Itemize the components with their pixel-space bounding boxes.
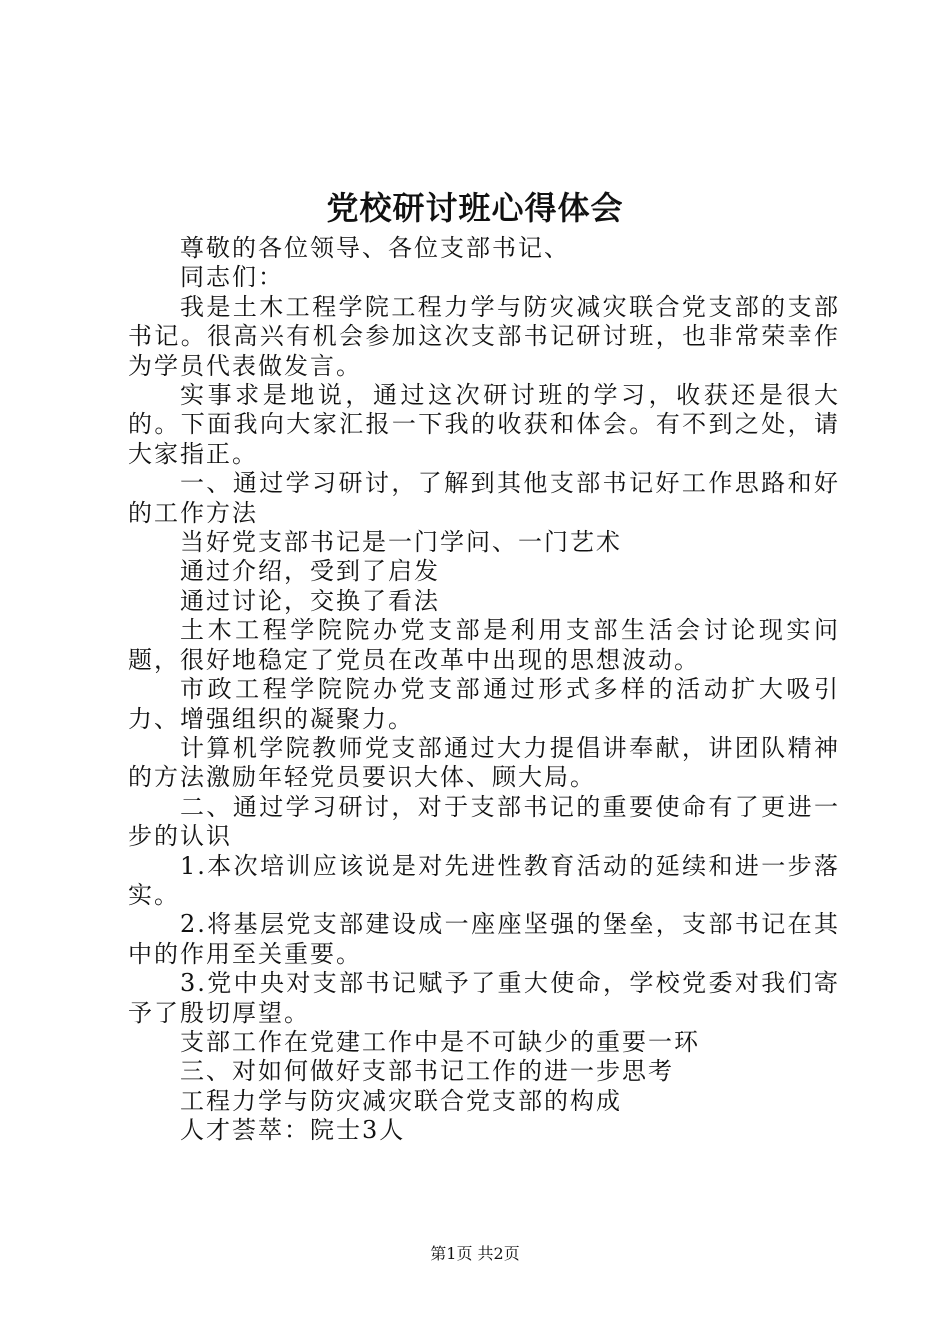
paragraph: 我是土木工程学院工程力学与防灾减灾联合党支部的支部书记。很高兴有机会参加这次支部书记研讨班，也非常荣幸作为学员代表做发言。 [128,292,840,380]
document-title: 党校研讨班心得体会 [326,189,624,227]
document-body [128,234,840,1146]
list-item: 1.本次培训应该说是对先进性教育活动的延续和进一步落实。 [128,851,840,909]
paragraph: 计算机学院教师党支部通过大力提倡讲奉献，讲团队精神的方法激励年轻党员要识大体、顾大局。 [128,733,840,792]
paragraph: 实事求是地说，通过这次研讨班的学习，收获还是很大的。下面我向大家汇报一下我的收获和体会。有不到之处，请大家指正。 [128,381,840,468]
paragraph: 人才荟萃：院士3人 [180,1116,406,1145]
paragraph: 同志们： [180,263,284,292]
section-heading: 二、通过学习研讨，对于支部书记的重要使命有了更进一步的认识 [128,792,840,851]
paragraph: 通过介绍，受到了启发 [180,557,440,586]
list-item: 2.将基层党支部建设成一座座坚强的堡垒，支部书记在其中的作用至关重要。 [128,910,840,968]
page-footer: 第1页 共2页 [430,1244,520,1263]
paragraph: 当好党支部书记是一门学问、一门艺术 [180,528,622,557]
section-heading: 三、对如何做好支部书记工作的进一步思考 [180,1057,674,1086]
paragraph: 通过讨论，交换了看法 [180,586,440,615]
list-item: 3.党中央对支部书记赋予了重大使命，学校党委对我们寄予了殷切厚望。 [128,969,840,1027]
paragraph: 土木工程学院院办党支部是利用支部生活会讨论现实问题，很好地稳定了党员在改革中出现的思想波动。 [128,616,840,674]
paragraph: 市政工程学院院办党支部通过形式多样的活动扩大吸引力、增强组织的凝聚力。 [128,675,840,733]
paragraph: 尊敬的各位领导、各位支部书记、 [180,234,570,262]
paragraph: 工程力学与防灾减灾联合党支部的构成 [180,1086,622,1115]
section-heading: 一、通过学习研讨，了解到其他支部书记好工作思路和好的工作方法 [128,469,840,527]
paragraph: 支部工作在党建工作中是不可缺少的重要一环 [180,1027,700,1056]
